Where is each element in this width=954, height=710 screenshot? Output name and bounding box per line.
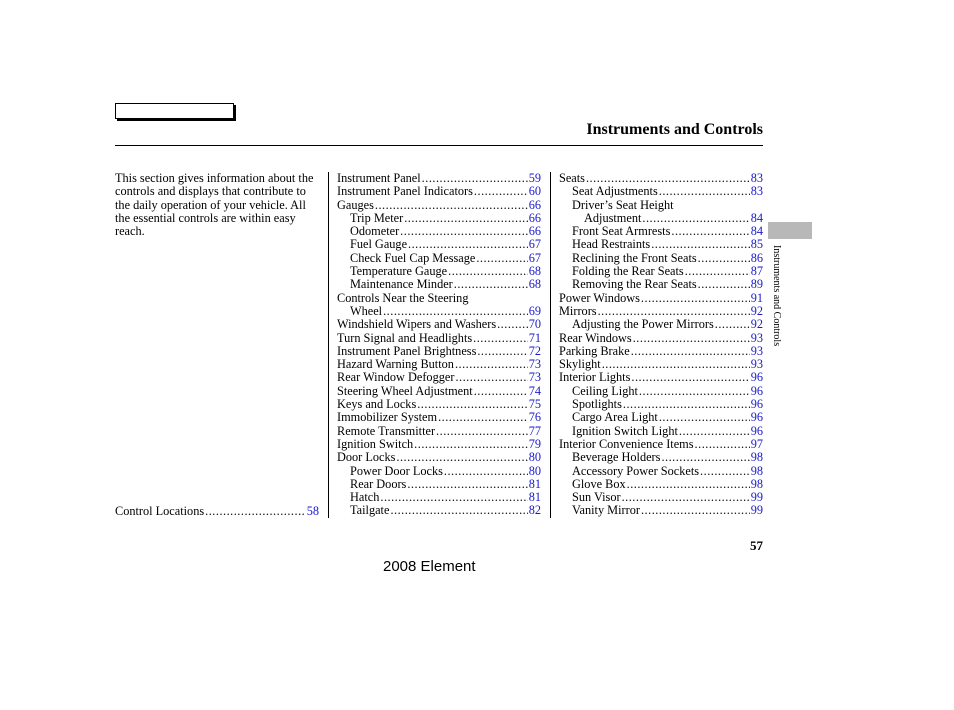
toc-dot-leader xyxy=(602,358,750,371)
toc-page-link[interactable]: 96 xyxy=(750,383,763,398)
header-rule xyxy=(115,145,763,146)
toc-column-2 xyxy=(337,172,541,518)
toc-dot-leader xyxy=(633,332,750,345)
toc-entry-label: Rear Window Defogger xyxy=(337,370,455,385)
toc-entry-label: Power Windows xyxy=(559,290,640,305)
toc-dot-leader xyxy=(422,172,528,185)
toc-dot-leader xyxy=(642,212,749,225)
toc-entry[interactable] xyxy=(337,438,541,451)
toc-entry-label: Front Seat Armrests xyxy=(572,224,671,239)
toc-entry[interactable] xyxy=(559,465,763,478)
toc-page-link[interactable]: 76 xyxy=(528,410,541,425)
toc-dot-leader xyxy=(205,505,306,518)
toc-dot-leader xyxy=(698,252,750,265)
toc-page-link[interactable]: 80 xyxy=(528,450,541,465)
footer-model: 2008 Element xyxy=(383,558,476,575)
toc-entry[interactable] xyxy=(559,504,763,517)
toc-page-link[interactable]: 67 xyxy=(528,250,541,265)
toc-entry[interactable] xyxy=(559,385,763,398)
toc-page-link[interactable]: 70 xyxy=(528,317,541,332)
toc-entry[interactable] xyxy=(337,332,541,345)
intro-paragraph: This section gives information about the controls and displays that contribute to the daily operation of your vehicle. All the essential controls are within easy reach. xyxy=(115,171,314,239)
toc-dot-leader xyxy=(476,252,527,265)
toc-dot-leader xyxy=(454,278,528,291)
toc-dot-leader xyxy=(396,451,527,464)
toc-dot-leader xyxy=(455,371,527,384)
toc-page-link[interactable]: 67 xyxy=(528,237,541,252)
toc-entry[interactable] xyxy=(337,425,541,438)
toc-page-link[interactable]: 97 xyxy=(750,436,763,451)
toc-dot-leader xyxy=(375,199,528,212)
column-divider xyxy=(550,172,551,518)
toc-entry[interactable] xyxy=(337,451,541,464)
toc-entry-label: Instrument Panel Indicators xyxy=(337,184,473,199)
toc-page-link[interactable]: 66 xyxy=(528,210,541,225)
toc-entry[interactable] xyxy=(337,465,541,478)
toc-entry-label: Beverage Holders xyxy=(572,450,661,465)
toc-dot-leader xyxy=(679,425,750,438)
toc-dot-leader xyxy=(474,385,528,398)
toc-page-link[interactable]: 68 xyxy=(528,264,541,279)
toc-entry-label: Ignition Switch xyxy=(337,436,414,451)
toc-entry[interactable] xyxy=(337,199,541,212)
toc-entry[interactable] xyxy=(337,491,541,504)
toc-entry-label: Spotlights xyxy=(572,397,622,412)
toc-entry-label: Interior Convenience Items xyxy=(559,436,694,451)
toc-page-link[interactable]: 69 xyxy=(528,303,541,318)
toc-entry-label: Seat Adjustments xyxy=(572,184,658,199)
toc-entry[interactable] xyxy=(337,305,541,318)
toc-page-link[interactable]: 60 xyxy=(528,184,541,199)
toc-dot-leader xyxy=(671,225,749,238)
toc-page-link[interactable]: 83 xyxy=(750,171,763,185)
toc-dot-leader xyxy=(380,491,527,504)
toc-entry-label: Immobilizer System xyxy=(337,410,438,425)
toc-dot-leader xyxy=(414,438,528,451)
toc-dot-leader xyxy=(473,332,528,345)
toc-entry-label: Parking Brake xyxy=(559,343,630,358)
toc-page-link[interactable]: 86 xyxy=(750,250,763,265)
toc-entry[interactable] xyxy=(559,451,763,464)
toc-entry-label: Windshield Wipers and Washers xyxy=(337,317,497,332)
toc-entry[interactable] xyxy=(559,252,763,265)
toc-page-link[interactable]: 83 xyxy=(750,184,763,199)
toc-entry[interactable] xyxy=(337,185,541,198)
toc-page-link[interactable]: 87 xyxy=(750,264,763,279)
toc-entry-label: Cargo Area Light xyxy=(572,410,658,425)
toc-entry-label: Interior Lights xyxy=(559,370,631,385)
toc-entry[interactable] xyxy=(337,172,541,185)
toc-page-link[interactable]: 80 xyxy=(528,463,541,478)
toc-dot-leader xyxy=(631,371,749,384)
toc-page-link[interactable]: 72 xyxy=(528,343,541,358)
toc-entry[interactable] xyxy=(337,212,541,225)
toc-dot-leader xyxy=(685,265,750,278)
toc-dot-leader xyxy=(700,465,750,478)
toc-entry[interactable] xyxy=(559,398,763,411)
toc-dot-leader xyxy=(497,318,528,331)
toc-entry[interactable] xyxy=(559,292,763,305)
toc-page-link[interactable]: 92 xyxy=(750,303,763,318)
toc-entry-label: Tailgate xyxy=(350,503,390,518)
toc-page-link[interactable]: 98 xyxy=(750,476,763,491)
toc-entry-label: Keys and Locks xyxy=(337,397,417,412)
toc-entry[interactable] xyxy=(559,438,763,451)
toc-entry[interactable] xyxy=(559,411,763,424)
toc-dot-leader xyxy=(623,398,750,411)
toc-entry-label: Mirrors xyxy=(559,303,597,318)
toc-entry-label: Reclining the Front Seats xyxy=(572,250,697,265)
toc-entry-label: Turn Signal and Headlights xyxy=(337,330,473,345)
toc-page-link[interactable]: 82 xyxy=(528,503,541,518)
toc-page-link[interactable]: 84 xyxy=(750,224,763,239)
toc-page-link[interactable]: 92 xyxy=(750,317,763,332)
toc-entry-label: Vanity Mirror xyxy=(572,503,640,518)
toc-page-link[interactable]: 81 xyxy=(528,490,541,505)
toc-dot-leader xyxy=(390,504,527,517)
column-divider xyxy=(328,172,329,518)
toc-entry-label: Gauges xyxy=(337,197,374,212)
toc-page-link[interactable]: 85 xyxy=(750,237,763,252)
toc-entry-label: Instrument Panel Brightness xyxy=(337,343,477,358)
toc-entry[interactable] xyxy=(115,505,319,518)
toc-dot-leader xyxy=(698,278,750,291)
toc-column-1 xyxy=(115,505,319,518)
toc-entry[interactable] xyxy=(337,358,541,371)
toc-entry-label: Maintenance Minder xyxy=(350,277,453,292)
toc-entry-label: Hazard Warning Button xyxy=(337,357,454,372)
toc-entry-label: Rear Windows xyxy=(559,330,632,345)
toc-entry[interactable] xyxy=(337,398,541,411)
toc-entry-label: Sun Visor xyxy=(572,490,621,505)
toc-entry-label: Odometer xyxy=(350,224,400,239)
toc-entry-label: Trip Meter xyxy=(350,210,404,225)
section-tab xyxy=(768,222,812,239)
toc-entry-label: Skylight xyxy=(559,357,601,372)
toc-entry[interactable] xyxy=(337,225,541,238)
toc-entry-label: Power Door Locks xyxy=(350,463,443,478)
toc-page-link[interactable]: 75 xyxy=(528,397,541,412)
toc-page-link[interactable]: 81 xyxy=(528,476,541,491)
toc-dot-leader xyxy=(436,425,528,438)
toc-entry-label: Adjustment xyxy=(584,210,642,225)
toc-entry-label: Folding the Rear Seats xyxy=(572,264,684,279)
toc-entry[interactable] xyxy=(559,305,763,318)
toc-dot-leader xyxy=(631,345,750,358)
toc-dot-leader xyxy=(474,185,528,198)
toc-entry[interactable] xyxy=(337,318,541,331)
toc-dot-leader xyxy=(455,358,528,371)
toc-entry-label: Removing the Rear Seats xyxy=(572,277,697,292)
toc-dot-leader xyxy=(622,491,750,504)
toc-dot-leader xyxy=(444,465,528,478)
toc-page-link[interactable]: 73 xyxy=(528,357,541,372)
toc-entry[interactable] xyxy=(559,332,763,345)
toc-entry[interactable] xyxy=(559,478,763,491)
toc-page-link[interactable]: 84 xyxy=(750,210,763,225)
toc-entry[interactable] xyxy=(337,292,541,305)
toc-dot-leader xyxy=(661,451,749,464)
toc-entry-label: Fuel Gauge xyxy=(350,237,408,252)
toc-entry[interactable] xyxy=(559,358,763,371)
page-number: 57 xyxy=(750,538,763,553)
section-title: Instruments and Controls xyxy=(586,121,763,138)
toc-page-link[interactable]: 96 xyxy=(750,397,763,412)
toc-entry-label: Driver’s Seat Height xyxy=(572,197,674,212)
toc-column-3 xyxy=(559,172,763,518)
toc-entry[interactable] xyxy=(337,411,541,424)
toc-page-link[interactable]: 66 xyxy=(528,224,541,239)
toc-entry-label: Door Locks xyxy=(337,450,396,465)
toc-page-link[interactable]: 58 xyxy=(306,503,319,518)
toc-page-link[interactable]: 91 xyxy=(750,290,763,305)
toc-dot-leader xyxy=(417,398,527,411)
toc-entry[interactable] xyxy=(559,371,763,384)
toc-page-link[interactable]: 96 xyxy=(750,410,763,425)
toc-entry[interactable] xyxy=(559,238,763,251)
toc-entry-label: Check Fuel Cap Message xyxy=(350,250,476,265)
toc-dot-leader xyxy=(641,292,750,305)
toc-dot-leader xyxy=(695,438,750,451)
toc-dot-leader xyxy=(383,305,528,318)
toc-dot-leader xyxy=(627,478,750,491)
toc-entry[interactable] xyxy=(559,172,763,185)
toc-dot-leader xyxy=(659,185,750,198)
toc-entry[interactable] xyxy=(559,425,763,438)
toc-dot-leader xyxy=(598,305,750,318)
toc-page-link[interactable]: 74 xyxy=(528,383,541,398)
toc-entry-label: Control Locations xyxy=(115,503,205,518)
toc-entry-label: Steering Wheel Adjustment xyxy=(337,383,473,398)
toc-dot-leader xyxy=(407,478,527,491)
toc-dot-leader xyxy=(404,212,528,225)
toc-page-link[interactable]: 93 xyxy=(750,357,763,372)
toc-entry-label: Head Restraints xyxy=(572,237,651,252)
toc-dot-leader xyxy=(715,318,750,331)
toc-entry[interactable] xyxy=(337,252,541,265)
toc-page-link[interactable]: 98 xyxy=(750,450,763,465)
toc-entry[interactable] xyxy=(337,478,541,491)
toc-entry[interactable] xyxy=(559,265,763,278)
toc-dot-leader xyxy=(438,411,528,424)
toc-dot-leader xyxy=(400,225,528,238)
toc-entry[interactable] xyxy=(559,199,763,212)
toc-entry[interactable] xyxy=(337,238,541,251)
toc-entry[interactable] xyxy=(559,185,763,198)
toc-page-link[interactable]: 93 xyxy=(750,330,763,345)
toc-entry[interactable] xyxy=(337,504,541,517)
toc-entry-label: Glove Box xyxy=(572,476,626,491)
toc-page-link[interactable]: 77 xyxy=(528,423,541,438)
toc-entry[interactable] xyxy=(559,278,763,291)
toc-page-link[interactable]: 96 xyxy=(750,423,763,438)
toc-entry[interactable] xyxy=(337,345,541,358)
toc-page-link[interactable]: 59 xyxy=(528,171,541,185)
toc-page-link[interactable]: 68 xyxy=(528,277,541,292)
toc-dot-leader xyxy=(408,238,528,251)
toc-page-link[interactable]: 73 xyxy=(528,370,541,385)
toc-dot-leader xyxy=(586,172,750,185)
toc-dot-leader xyxy=(639,385,750,398)
toc-page-link[interactable]: 71 xyxy=(528,330,541,345)
toc-entry-label: Temperature Gauge xyxy=(350,264,448,279)
toc-entry-label: Wheel xyxy=(350,303,383,318)
toc-dot-leader xyxy=(659,411,750,424)
toc-page-link[interactable]: 99 xyxy=(750,490,763,505)
toc-page-link[interactable]: 96 xyxy=(750,370,763,385)
toc-entry-label: Hatch xyxy=(350,490,380,505)
toc-entry-label: Seats xyxy=(559,171,585,185)
toc-entry-label: Ceiling Light xyxy=(572,383,638,398)
toc-dot-leader xyxy=(477,345,527,358)
toc-dot-leader xyxy=(448,265,528,278)
toc-entry[interactable] xyxy=(337,371,541,384)
toc-page-link[interactable]: 98 xyxy=(750,463,763,478)
header-box xyxy=(115,103,234,119)
toc-entry[interactable] xyxy=(559,225,763,238)
toc-entry[interactable] xyxy=(559,318,763,331)
toc-page-link[interactable]: 93 xyxy=(750,343,763,358)
toc-entry-label: Rear Doors xyxy=(350,476,407,491)
toc-entry-label: Accessory Power Sockets xyxy=(572,463,700,478)
side-section-label: Instruments and Controls xyxy=(771,245,782,347)
toc-page-link[interactable]: 89 xyxy=(750,277,763,292)
toc-entry[interactable] xyxy=(337,265,541,278)
toc-entry-label: Instrument Panel xyxy=(337,171,421,185)
toc-entry[interactable] xyxy=(559,491,763,504)
toc-entry[interactable] xyxy=(337,385,541,398)
toc-page-link[interactable]: 79 xyxy=(528,436,541,451)
toc-entry-label: Remote Transmitter xyxy=(337,423,436,438)
toc-entry-label: Controls Near the Steering xyxy=(337,290,469,305)
toc-entry[interactable] xyxy=(559,345,763,358)
toc-entry[interactable] xyxy=(559,212,763,225)
toc-page-link[interactable]: 99 xyxy=(750,503,763,518)
toc-dot-leader xyxy=(651,238,750,251)
toc-entry[interactable] xyxy=(337,278,541,291)
toc-dot-leader xyxy=(641,504,750,517)
toc-page-link[interactable]: 66 xyxy=(528,197,541,212)
toc-entry-label: Adjusting the Power Mirrors xyxy=(572,317,714,332)
toc-entry-label: Ignition Switch Light xyxy=(572,423,678,438)
